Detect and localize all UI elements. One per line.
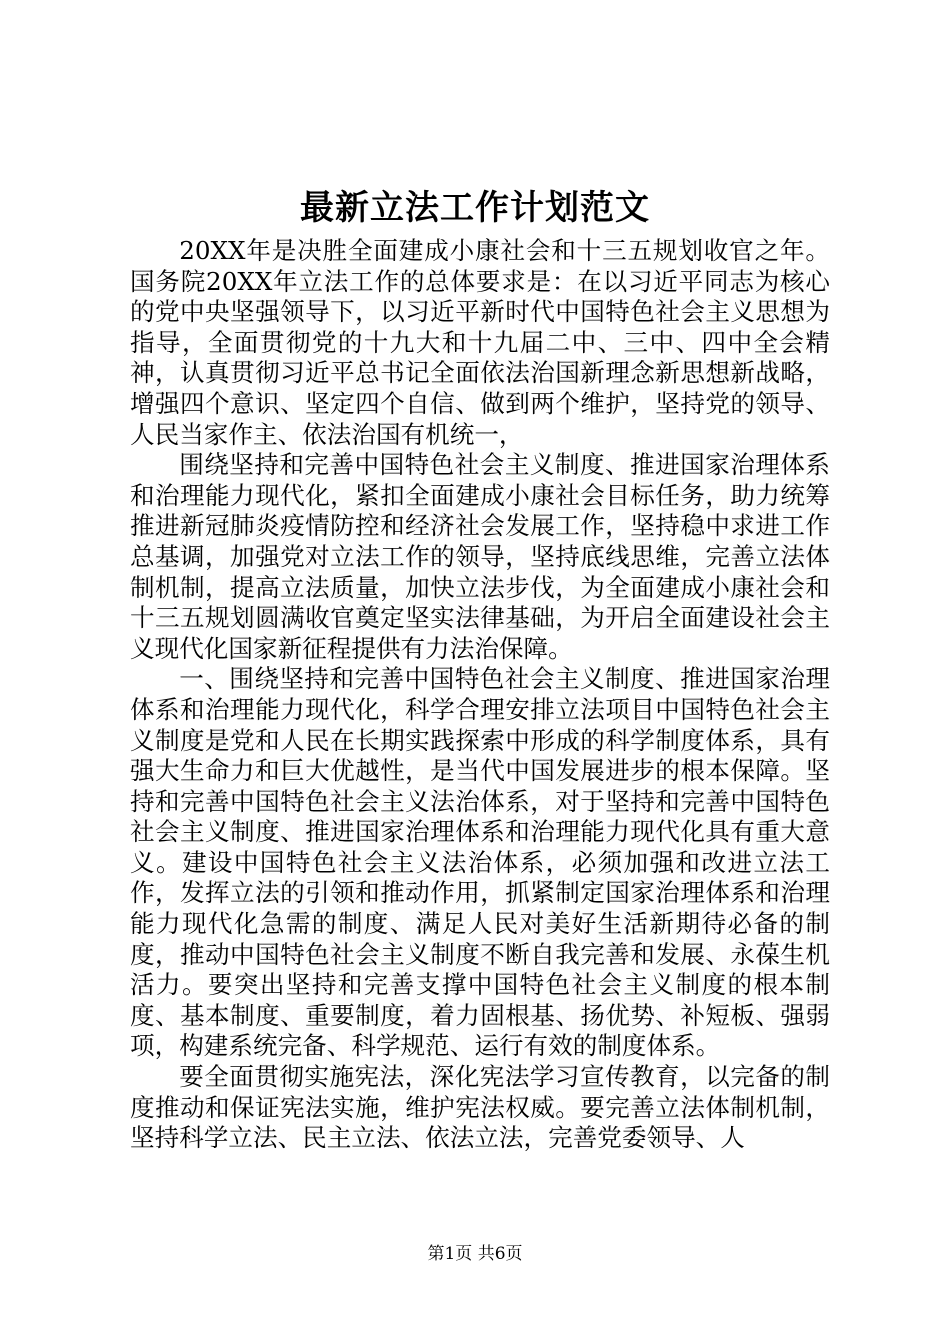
- document-title: 最新立法工作计划范文: [300, 188, 650, 228]
- paragraph-2: 围绕坚持和完善中国特色社会主义制度、推进国家治理体系和治理能力现代化，紧扣全面建成小康社会目标任务，助力统筹推进新冠肺炎疫情防控和经济社会发展工作，坚持稳中求进工作总基调，加强党对立法工作的领导，坚持底线思维，完善立法体制机制，提高立法质量，加快立法步伐，为全面建成小康社会和十三五规划圆满收官奠定坚实法律基础，为开启全面建设社会主义现代化国家新征程提供有力法治保障。: [130, 450, 830, 663]
- paragraph-1: 20XX年是决胜全面建成小康社会和十三五规划收官之年。国务院20XX年立法工作的总体要求是：在以习近平同志为核心的党中央坚强领导下，以习近平新时代中国特色社会主义思想为指导，全面贯彻党的十九大和十九届二中、三中、四中全会精神，认真贯彻习近平总书记全面依法治国新理念新思想新战略，增强四个意识、坚定四个自信、做到两个维护，坚持党的领导、人民当家作主、依法治国有机统一，: [130, 236, 830, 449]
- paragraph-4: 要全面贯彻实施宪法，深化宪法学习宣传教育，以完备的制度推动和保证宪法实施，维护宪法权威。要完善立法体制机制，坚持科学立法、民主立法、依法立法，完善党委领导、人: [130, 1062, 830, 1153]
- page-footer: 第1页 共6页: [427, 1244, 523, 1264]
- paragraph-3: 一、围绕坚持和完善中国特色社会主义制度、推进国家治理体系和治理能力现代化，科学合理安排立法项目中国特色社会主义制度是党和人民在长期实践探索中形成的科学制度体系，具有强大生命力和巨大优越性，是当代中国发展进步的根本保障。坚持和完善中国特色社会主义法治体系，对于坚持和完善中国特色社会主义制度、推进国家治理体系和治理能力现代化具有重大意义。建设中国特色社会主义法治体系，必须加强和改进立法工作，发挥立法的引领和推动作用，抓紧制定国家治理体系和治理能力现代化急需的制度、满足人民对美好生活新期待必备的制度，推动中国特色社会主义制度不断自我完善和发展、永葆生机活力。要突出坚持和完善支撑中国特色社会主义制度的根本制度、基本制度、重要制度，着力固根基、扬优势、补短板、强弱项，构建系统完备、科学规范、运行有效的制度体系。: [130, 664, 830, 1061]
- document-body: [130, 236, 830, 1154]
